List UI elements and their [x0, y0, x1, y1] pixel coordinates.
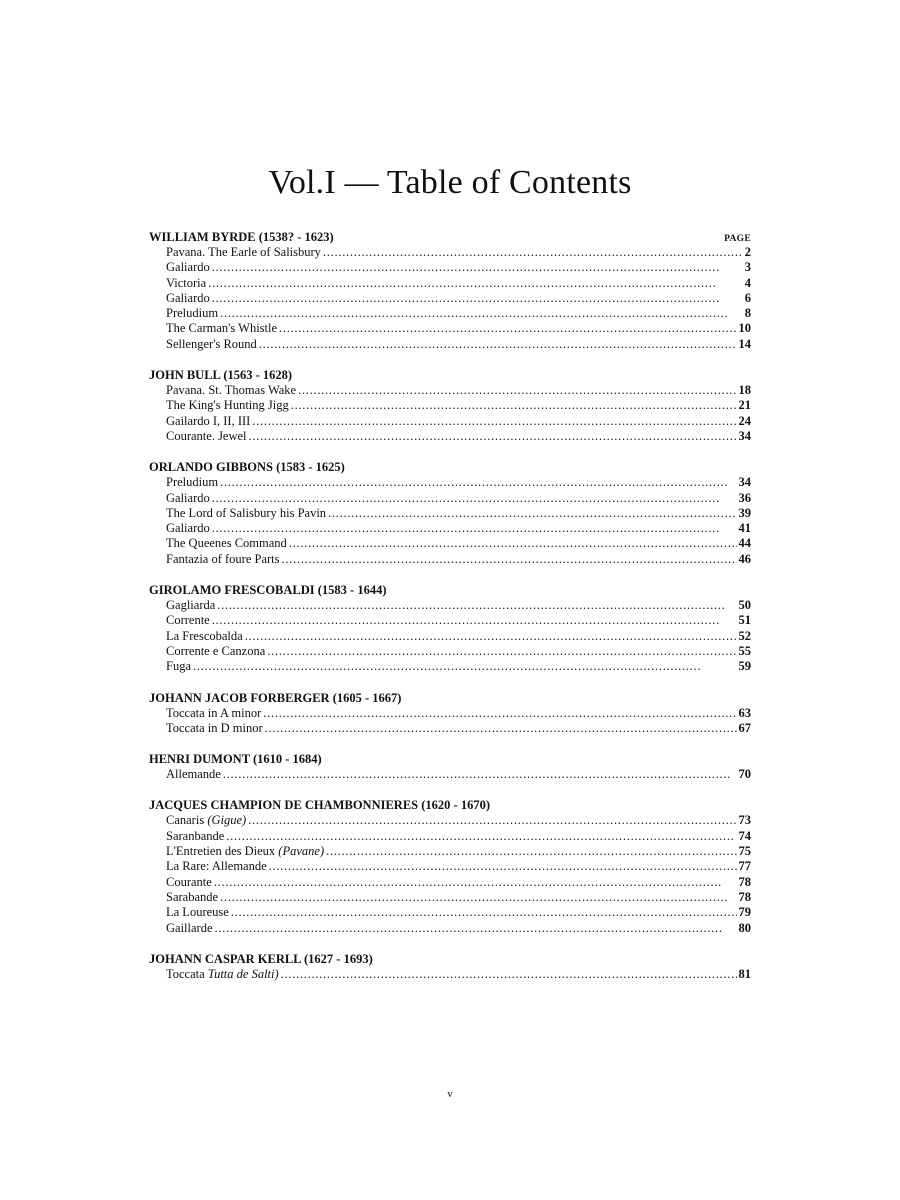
piece-title [166, 491, 210, 506]
piece-title-text: Galiardo [166, 290, 210, 305]
composer-heading: GIROLAMO FRESCOBALDI (1583 - 1644) [149, 583, 387, 598]
dot-leader [245, 629, 737, 644]
dot-leader [249, 429, 737, 444]
piece-title-text: Toccata in A minor [166, 705, 262, 720]
page-number-ref: 73 [738, 813, 751, 828]
piece-title [166, 398, 289, 413]
dot-leader [328, 506, 736, 521]
page-number-ref: 18 [738, 383, 751, 398]
piece-title-text: Preludium [166, 306, 219, 321]
page-number-ref: 75 [738, 844, 751, 859]
piece-title [166, 475, 218, 490]
piece-title-text: La Loureuse [166, 905, 229, 920]
piece-title [166, 383, 296, 398]
composer-heading-row [149, 230, 751, 245]
piece-title-text: Fuga [166, 659, 191, 674]
piece-title-text: Saranbande [166, 828, 225, 843]
toc-entry [149, 644, 751, 659]
composer-heading: WILLIAM BYRDE (1538? - 1623) [149, 230, 334, 244]
page-number-ref: 24 [738, 413, 751, 428]
page-number-ref: 34 [738, 475, 751, 490]
page-number-ref: 36 [738, 490, 751, 505]
toc-entry [149, 521, 751, 536]
dot-leader [269, 859, 737, 874]
piece-title [166, 306, 218, 321]
toc-entry [149, 414, 751, 429]
toc-entry [149, 905, 751, 920]
page-number-ref: 55 [738, 643, 751, 658]
toc-entry [149, 629, 751, 644]
dot-leader [220, 890, 736, 905]
composer-heading-row [149, 368, 751, 383]
piece-title-text: Pavana. St. Thomas Wake [166, 383, 297, 398]
toc-entry [149, 813, 751, 828]
page-number-ref: 80 [738, 920, 751, 935]
dot-leader [279, 321, 736, 336]
toc-entry [149, 552, 751, 567]
toc-entry [149, 967, 751, 982]
piece-title [166, 552, 280, 567]
toc-entry [149, 491, 751, 506]
piece-title-text: Allemande [166, 767, 221, 782]
piece-title-text: Canaris [166, 813, 205, 828]
piece-title [166, 905, 229, 920]
dot-leader [289, 536, 737, 551]
page-number-ref: 74 [738, 828, 751, 843]
piece-title [166, 829, 224, 844]
piece-title-text: Sarabande [166, 889, 219, 904]
toc-entry [149, 890, 751, 905]
composer-heading: ORLANDO GIBBONS (1583 - 1625) [149, 460, 345, 475]
composer-heading-row [149, 583, 751, 598]
piece-title [166, 321, 277, 336]
dot-leader [214, 875, 737, 890]
dot-leader [193, 659, 737, 674]
piece-title [166, 598, 215, 613]
piece-title [166, 890, 218, 905]
toc-entry [149, 398, 751, 413]
composer-section [149, 691, 751, 737]
page-number-ref: 46 [738, 551, 751, 566]
dot-leader [212, 291, 743, 306]
piece-title-text: Galiardo [166, 521, 210, 536]
page-number-ref: 63 [738, 705, 751, 720]
piece-title [166, 844, 324, 859]
piece-title [166, 967, 279, 982]
toc-entry [149, 276, 751, 291]
piece-title [166, 921, 213, 936]
piece-title-text: Gailardo I, II, III [166, 413, 251, 428]
dot-leader [326, 844, 736, 859]
toc-entry [149, 429, 751, 444]
piece-title [166, 859, 267, 874]
toc-entry [149, 383, 751, 398]
dot-leader [208, 276, 743, 291]
piece-title [166, 536, 287, 551]
piece-title-text: L'Entretien des Dieux [166, 844, 276, 859]
page-number-ref: 34 [738, 428, 751, 443]
toc-entry [149, 598, 751, 613]
piece-title [166, 276, 206, 291]
composer-section [149, 798, 751, 935]
page-number-ref: 52 [738, 628, 751, 643]
page-number-ref: 78 [738, 889, 751, 904]
toc-entry [149, 260, 751, 275]
page-number-ref: 59 [738, 659, 751, 674]
dot-leader [223, 767, 737, 782]
composer-heading: JOHN BULL (1563 - 1628) [149, 368, 293, 383]
composer-heading-row [149, 798, 751, 813]
page-number-ref: 51 [738, 613, 751, 628]
piece-title [166, 659, 191, 674]
toc-entry [149, 613, 751, 628]
piece-subtitle: (Pavane) [278, 844, 325, 859]
dot-leader [252, 414, 736, 429]
page-number-ref: 10 [738, 321, 751, 336]
dot-leader [212, 613, 737, 628]
piece-title-text: Preludium [166, 475, 219, 490]
toc-entry [149, 659, 751, 674]
piece-title-text: Courante. Jewel [166, 428, 247, 443]
piece-title [166, 414, 250, 429]
dot-leader [212, 491, 737, 506]
table-of-contents [149, 230, 751, 998]
page-number-ref: 39 [738, 505, 751, 520]
piece-title [166, 767, 221, 782]
page-title: Vol.I — Table of Contents [268, 164, 632, 201]
page-number-ref: 2 [744, 245, 751, 259]
page-number-ref: 79 [738, 905, 751, 920]
toc-entry [149, 291, 751, 306]
toc-entry [149, 859, 751, 874]
piece-title [166, 521, 210, 536]
piece-title [166, 706, 261, 721]
page-number-ref: 81 [738, 966, 751, 981]
toc-entry [149, 921, 751, 936]
piece-title [166, 644, 265, 659]
dot-leader [298, 383, 736, 398]
piece-title [166, 613, 210, 628]
toc-entry [149, 475, 751, 490]
piece-title-text: Courante [166, 874, 212, 889]
page-number-ref: 78 [738, 874, 751, 889]
page-number-ref: 44 [738, 536, 751, 551]
composer-heading: JOHANN CASPAR KERLL (1627 - 1693) [149, 951, 373, 966]
piece-title-text: The King's Hunting Jigg [166, 398, 289, 413]
piece-title-text: The Lord of Salisbury his Pavin [166, 505, 327, 520]
toc-entry [149, 767, 751, 782]
dot-leader [220, 306, 743, 321]
piece-title-text: The Carman's Whistle [166, 321, 278, 336]
page-number-ref: 3 [744, 260, 751, 275]
page-number-ref: 8 [744, 306, 751, 321]
piece-title-text: Corrente [166, 613, 210, 628]
piece-title [166, 506, 326, 521]
piece-title-text: Corrente e Canzona [166, 643, 266, 658]
piece-title [166, 337, 257, 352]
composer-heading-row [149, 691, 751, 706]
dot-leader [215, 921, 737, 936]
piece-title-text: Galiardo [166, 490, 210, 505]
dot-leader [217, 598, 736, 613]
piece-title-text: La Rare: Allemande [166, 859, 267, 874]
piece-title [166, 260, 210, 275]
toc-entry [149, 721, 751, 736]
piece-title-text: Gaillarde [166, 920, 213, 935]
piece-title [166, 429, 247, 444]
toc-entry [149, 829, 751, 844]
composer-heading-row [149, 752, 751, 767]
piece-title-text: Fantazia of foure Parts [166, 551, 280, 566]
dot-leader [231, 905, 737, 920]
piece-title-text: The Queenes Command [166, 536, 287, 551]
toc-entry [149, 321, 751, 336]
page-number-ref: 4 [744, 275, 751, 290]
dot-leader [263, 706, 736, 721]
page-number-ref: 41 [738, 521, 751, 536]
piece-title [166, 291, 210, 306]
toc-entry [149, 245, 751, 260]
dot-leader [291, 398, 737, 413]
composer-section [149, 460, 751, 567]
composer-section [149, 952, 751, 982]
page-number-ref: 77 [738, 859, 751, 874]
piece-title-text: Victoria [166, 275, 207, 290]
dot-leader [248, 813, 736, 828]
piece-title [166, 245, 321, 260]
piece-title-text: Gagliarda [166, 598, 216, 613]
piece-title-text: La Frescobalda [166, 628, 243, 643]
composer-heading-row [149, 952, 751, 967]
composer-heading: JACQUES CHAMPION DE CHAMBONNIERES (1620 - 1670) [149, 798, 490, 813]
composer-heading: HENRI DUMONT (1610 - 1684) [149, 752, 322, 767]
dot-leader [259, 337, 737, 352]
page-number-ref: 67 [738, 720, 751, 735]
dot-leader [220, 475, 736, 490]
dot-leader [281, 967, 737, 982]
page-number-ref: 14 [738, 336, 751, 351]
piece-title-text: Galiardo [166, 260, 210, 275]
dot-leader [212, 521, 737, 536]
piece-title-text: Toccata [166, 966, 205, 981]
composer-section [149, 583, 751, 674]
toc-entry [149, 306, 751, 321]
composer-section [149, 752, 751, 782]
page-number-ref: 50 [738, 598, 751, 613]
composer-heading-row [149, 460, 751, 475]
page-number-ref: 6 [744, 290, 751, 305]
dot-leader [212, 260, 743, 275]
piece-title-text: Toccata in D minor [166, 720, 263, 735]
dot-leader [323, 245, 743, 260]
page-number: v [447, 1088, 453, 1100]
toc-entry [149, 506, 751, 521]
toc-entry [149, 337, 751, 352]
dot-leader [226, 829, 736, 844]
page-number-ref: 70 [738, 767, 751, 782]
toc-entry [149, 875, 751, 890]
piece-subtitle: (Gigue) [207, 813, 247, 828]
dot-leader [282, 552, 737, 567]
composer-heading: JOHANN JACOB FORBERGER (1605 - 1667) [149, 690, 402, 705]
composer-section [149, 368, 751, 444]
toc-entry [149, 706, 751, 721]
dot-leader [265, 721, 737, 736]
dot-leader [267, 644, 736, 659]
piece-subtitle: Tutta de Salti) [207, 966, 279, 981]
piece-title [166, 721, 263, 736]
toc-entry [149, 536, 751, 551]
piece-title [166, 813, 246, 828]
page-number-ref: 21 [738, 398, 751, 413]
composer-section [149, 230, 751, 352]
piece-title [166, 629, 243, 644]
toc-entry [149, 844, 751, 859]
piece-title-text: Sellenger's Round [166, 336, 257, 351]
piece-title [166, 875, 212, 890]
page-column-label: PAGE [724, 234, 751, 244]
piece-title-text: Pavana. The Earle of Salisbury [166, 245, 321, 259]
